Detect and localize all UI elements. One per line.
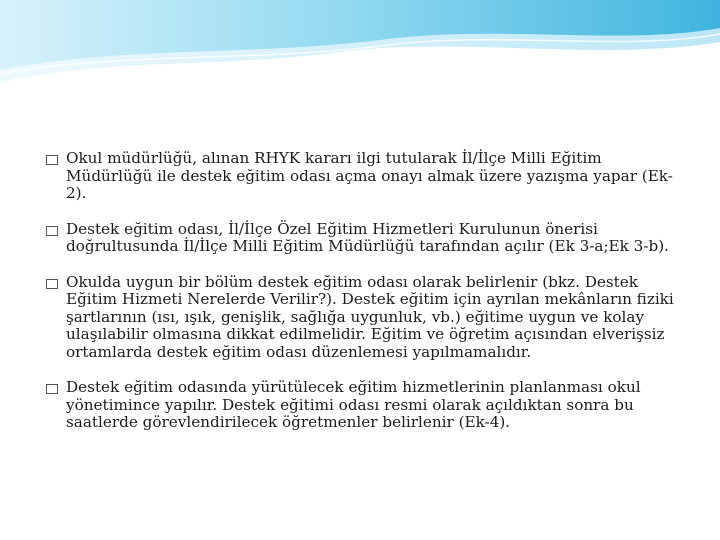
bullet-item bbox=[46, 274, 686, 362]
bullet-text: Destek eğitim odasında yürütülecek eğitim hizmetlerinin planlanması okul yönetimince yapılır. Destek eğitimi odası resmi olarak açıldıktan sonra bu saatlerde görevlendirilecek öğretmenler belirlenir (Ek-4). bbox=[66, 378, 641, 431]
bullet-box-icon bbox=[46, 155, 58, 165]
bullet-box-icon bbox=[46, 279, 58, 289]
bullet-box-icon bbox=[46, 384, 58, 394]
bullet-text: Destek eğitim odası, İl/İlçe Özel Eğitim Hizmetleri Kurulunun önerisi doğrultusunda İl/İlçe Milli Eğitim Müdürlüğü tarafından açılır (Ek 3-a;Ek 3-b). bbox=[66, 219, 669, 255]
bullet-text: Okul müdürlüğü, alınan RHYK kararı ilgi tutularak İl/İlçe Milli Eğitim Müdürlüğü ile destek eğitim odası açma onayı almak üzere yazışma yapar (Ek-2). bbox=[66, 149, 673, 202]
bullet-item bbox=[46, 150, 686, 203]
bullet-box-icon bbox=[46, 226, 58, 236]
bullet-text: Okulda uygun bir bölüm destek eğitim odası olarak belirlenir (bkz. Destek Eğitim Hizmeti Nerelerde Verilir?). Destek eğitim için ayrılan mekânların fiziki şartlarının (ısı, ışık, genişlik, sağlığa uygunluk, vb.) eğitime uygun ve kolay ulaşılabilir olmasına dikkat edilmelidir. Eğitim ve öğretim açısından elverişsiz ortamlarda destek eğitim odası düzenlemesi yapılmamalıdır. bbox=[66, 272, 674, 361]
slide-content bbox=[46, 150, 686, 450]
header-wave-decoration bbox=[0, 0, 720, 90]
bullet-item bbox=[46, 379, 686, 432]
bullet-item bbox=[46, 221, 686, 256]
